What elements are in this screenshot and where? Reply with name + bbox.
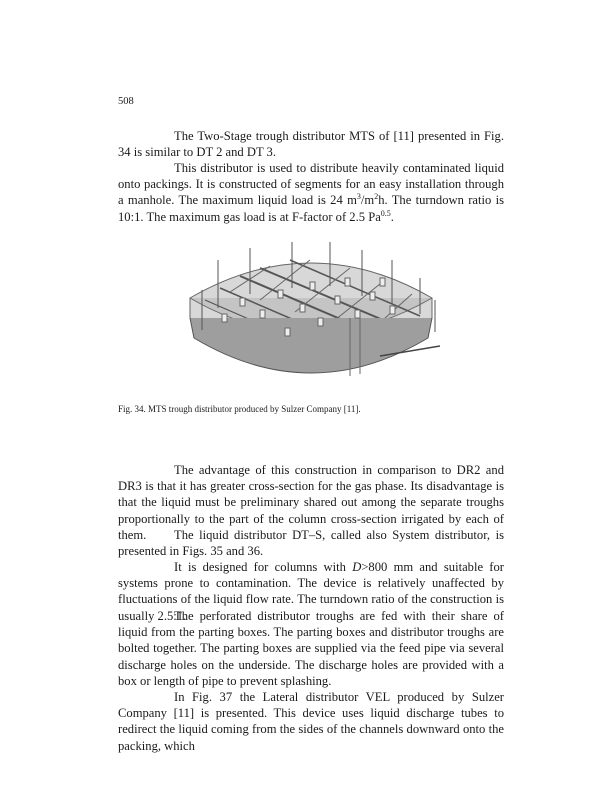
- paragraph-4: The liquid distributor DT–S, called also System distributor, is presented in Figs. 35 and 36.: [118, 528, 504, 559]
- page-number: 508: [118, 96, 134, 107]
- paragraph-7: In Fig. 37 the Lateral distributor VEL produced by Sulzer Company [11] is presented. This device uses liquid discharge tubes to redirect the liquid coming from the sides of the channels downward onto the packing, which: [118, 690, 504, 753]
- paragraph-3: The advantage of this construction in comparison to DR2 and DR3 is that it has greater cross-section for the gas phase. Its disadvantage is that the liquid must be preliminary shared out among the separate troughs proportionally to the part of the column cross-section irrigated by each of them.: [118, 463, 504, 542]
- paragraph-2: This distributor is used to distribute heavily contaminated liquid onto packings. It is constructed of segments for an easy installation through a manhole. The maximum liquid load is 24 $m^3/m^2h$. The turndown ratio is 10:1. The maximum gas load is at F-factor of 2.5 $Pa^{0.5}$.: [118, 161, 504, 224]
- paragraph-1: The Two-Stage trough distributor MTS of [11] presented in Fig. 34 is similar to DT 2 and DT 3.: [118, 129, 504, 160]
- paragraph-5: It is designed for columns with D>800 mm and suitable for systems prone to contamination. The device is relatively unaffected by fluctuations of the liquid flow rate. The turndown ratio of the construction is usually 2.5:1.: [118, 560, 504, 623]
- paragraph-6: The perforated distributor troughs are fed with their share of liquid from the parting boxes. The parting boxes and distributor troughs are bolted together. The parting boxes are supplied via the feed pipe via several discharge holes on the underside. The discharge holes are provided with a box or length of pipe to prevent splashing.: [118, 609, 504, 688]
- figure-caption: Fig. 34. MTS trough distributor produced by Sulzer Company [11].: [118, 404, 361, 414]
- mts-trough-distributor-figure: [180, 238, 442, 384]
